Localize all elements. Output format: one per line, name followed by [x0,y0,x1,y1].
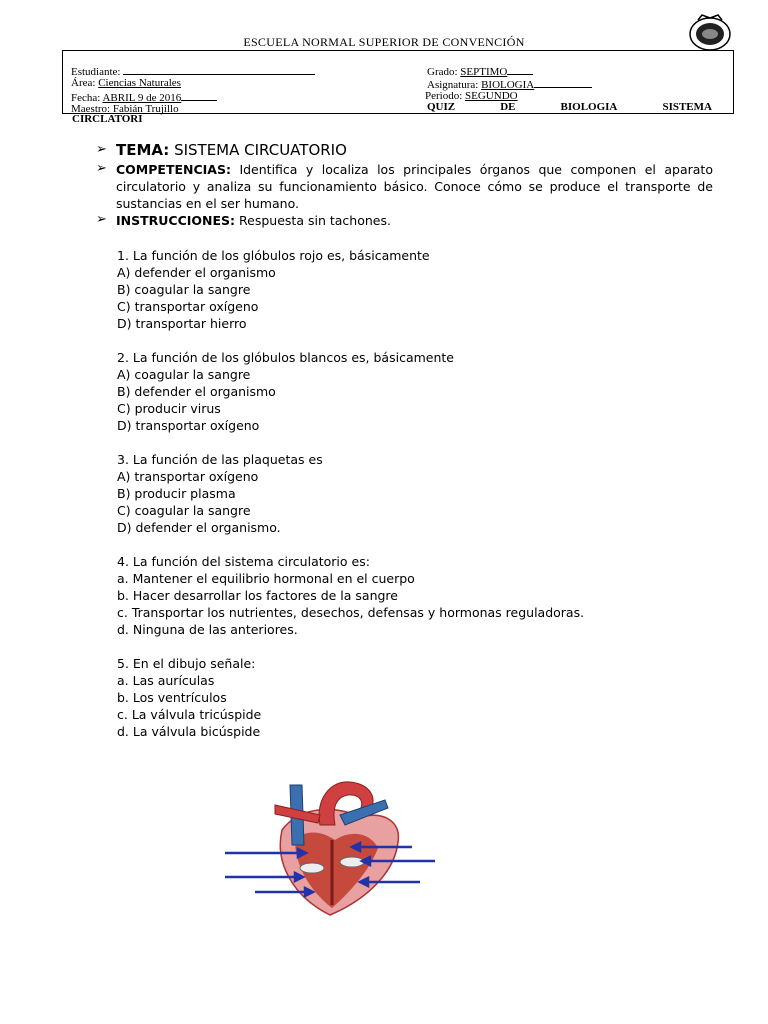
answer-option[interactable]: a. Las aurículas [117,673,215,688]
answer-option[interactable]: A) coagular la sangre [117,367,251,382]
answer-option[interactable]: C) coagular la sangre [117,503,251,518]
question-text: 4. La función del sistema circulatorio es: [117,554,370,569]
student-field: Estudiante: [71,64,315,79]
question-text: 5. En el dibujo señale: [117,656,256,671]
questions-list [117,247,717,757]
answer-option[interactable]: c. La válvula tricúspide [117,707,262,722]
answer-option[interactable]: B) defender el organismo [117,384,276,399]
answer-option[interactable]: D) transportar oxígeno [117,418,260,433]
answer-option[interactable]: D) transportar hierro [117,316,247,331]
answer-option[interactable]: C) producir virus [117,401,221,416]
question-2 [117,349,717,434]
question-4 [117,553,717,638]
grade-field: Grado: SEPTIMO [427,64,533,79]
question-3 [117,451,717,536]
answer-option[interactable]: c. Transportar los nutrientes, desechos, defensas y hormonas reguladoras. [117,605,585,620]
question-text: 1. La función de los glóbulos rojo es, básicamente [117,248,430,263]
subject-field: Asignatura: BIOLOGIA [427,77,592,92]
answer-option[interactable]: d. Ninguna de las anteriores. [117,622,298,637]
period-field: Periodo: SEGUNDO [425,90,518,102]
bullet-arrow-icon: ➢ [96,142,107,157]
question-1 [117,247,717,332]
answer-option[interactable]: b. Hacer desarrollar los factores de la sangre [117,588,398,603]
student-blank[interactable] [123,64,315,75]
answer-option[interactable]: C) transportar oxígeno [117,299,259,314]
answer-option[interactable]: A) transportar oxígeno [117,469,259,484]
teacher-field: Maestro: Fabián Trujillo [71,103,179,115]
instrucciones-row: ➢ INSTRUCCIONES: Respuesta sin tachones. [96,212,391,228]
quiz-title: QUIZ DE BIOLOGIA SISTEMA [427,101,712,113]
answer-option[interactable]: B) producir plasma [117,486,236,501]
answer-option[interactable]: b. Los ventrículos [117,690,227,705]
competencias-row: ➢ COMPETENCIAS: Identifica y localiza los principales órganos que componen el aparato circulatorio y analiza su funcionamiento básico. Conoce cómo se produce el transporte de sustancias en el ser humano. [96,161,713,211]
answer-option[interactable]: D) defender el organismo. [117,520,281,535]
school-seal-icon [688,12,732,52]
answer-option[interactable]: A) defender el organismo [117,265,276,280]
date-field: Fecha: ABRIL 9 de 2016 [71,90,217,105]
area-field: Área: Ciencias Naturales [71,77,181,89]
answer-option[interactable]: B) coagular la sangre [117,282,251,297]
answer-option[interactable]: a. Mantener el equilibrio hormonal en el cuerpo [117,571,415,586]
question-text: 3. La función de las plaquetas es [117,452,323,467]
question-5 [117,655,717,740]
answer-option[interactable]: d. La válvula bicúspide [117,724,261,739]
quiz-title-continuation: CIRCLATORI [72,113,143,125]
tema-row: ➢ TEMA: SISTEMA CIRCUATORIO [96,141,347,159]
heart-diagram-icon [220,770,440,920]
bullet-arrow-icon: ➢ [96,161,107,176]
school-title: ESCUELA NORMAL SUPERIOR DE CONVENCIÓN [243,35,525,49]
bullet-arrow-icon: ➢ [96,212,107,227]
question-text: 2. La función de los glóbulos blancos es, básicamente [117,350,454,365]
